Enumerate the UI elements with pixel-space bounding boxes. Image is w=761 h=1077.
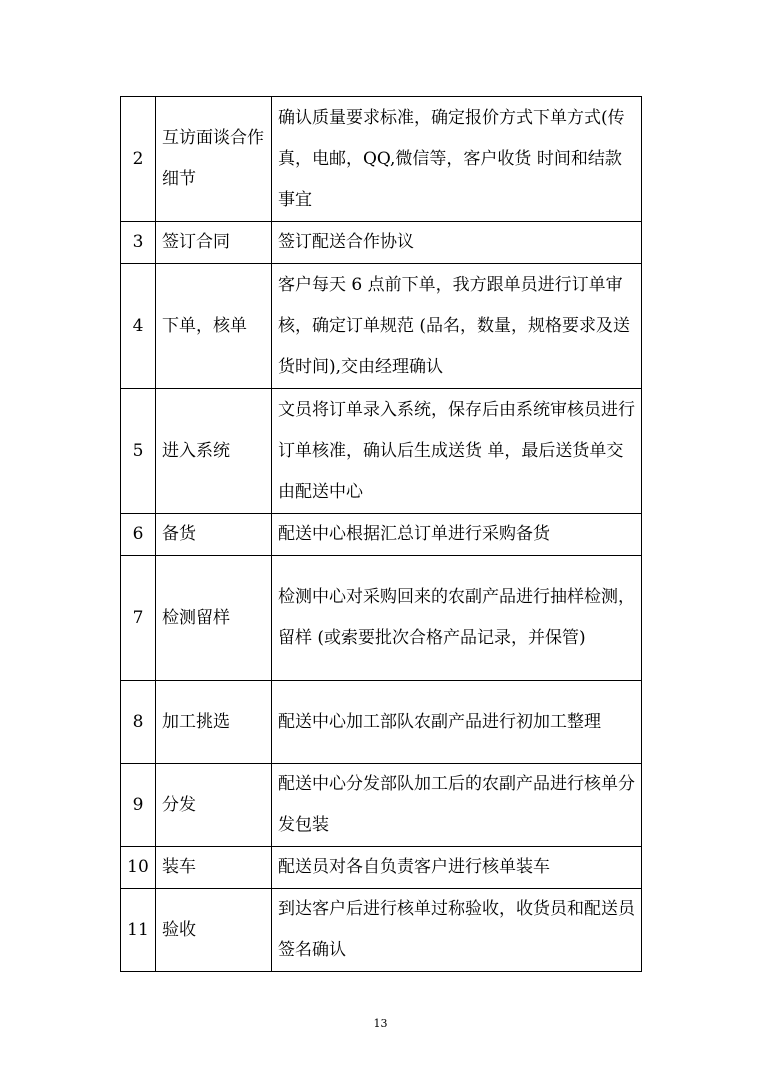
- step-name: 分发: [156, 764, 272, 847]
- step-description: 配送中心根据汇总订单进行采购备货: [272, 514, 642, 556]
- step-name: 验收: [156, 889, 272, 972]
- step-name: 进入系统: [156, 389, 272, 514]
- step-name: 备货: [156, 514, 272, 556]
- table-row: [121, 222, 642, 264]
- table-row: [121, 847, 642, 889]
- step-number: 7: [121, 556, 156, 681]
- step-description: 确认质量要求标准，确定报价方式下单方式(传真，电邮，QQ,微信等，客户收货 时间和结款事宜: [272, 97, 642, 222]
- step-description: 配送员对各自负责客户进行核单装车: [272, 847, 642, 889]
- table-row: [121, 389, 642, 514]
- table-row: [121, 264, 642, 389]
- page-number: 13: [373, 1017, 388, 1030]
- step-number: 5: [121, 389, 156, 514]
- step-number: 6: [121, 514, 156, 556]
- step-description: 检测中心对采购回来的农副产品进行抽样检测，留样 (或索要批次合格产品记录，并保管): [272, 556, 642, 681]
- step-number: 3: [121, 222, 156, 264]
- step-name: 互访面谈合作细节: [156, 97, 272, 222]
- table-row: [121, 764, 642, 847]
- table-row: [121, 556, 642, 681]
- process-table: [120, 96, 642, 972]
- step-name: 检测留样: [156, 556, 272, 681]
- step-description: 配送中心加工部队农副产品进行初加工整理: [272, 681, 642, 764]
- step-name: 加工挑选: [156, 681, 272, 764]
- step-number: 10: [121, 847, 156, 889]
- table-row: [121, 681, 642, 764]
- step-number: 4: [121, 264, 156, 389]
- table-row: [121, 97, 642, 222]
- step-number: 11: [121, 889, 156, 972]
- step-description: 配送中心分发部队加工后的农副产品进行核单分发包装: [272, 764, 642, 847]
- step-description: 客户每天 6 点前下单，我方跟单员进行订单审核，确定订单规范 (品名，数量，规格要求及送货时间),交由经理确认: [272, 264, 642, 389]
- step-description: 到达客户后进行核单过称验收，收货员和配送员签名确认: [272, 889, 642, 972]
- step-number: 9: [121, 764, 156, 847]
- step-name: 下单，核单: [156, 264, 272, 389]
- step-number: 8: [121, 681, 156, 764]
- step-description: 文员将订单录入系统，保存后由系统审核员进行订单核准，确认后生成送货 单，最后送货单交由配送中心: [272, 389, 642, 514]
- step-name: 装车: [156, 847, 272, 889]
- step-number: 2: [121, 97, 156, 222]
- table-row: [121, 514, 642, 556]
- step-name: 签订合同: [156, 222, 272, 264]
- table-row: [121, 889, 642, 972]
- step-description: 签订配送合作协议: [272, 222, 642, 264]
